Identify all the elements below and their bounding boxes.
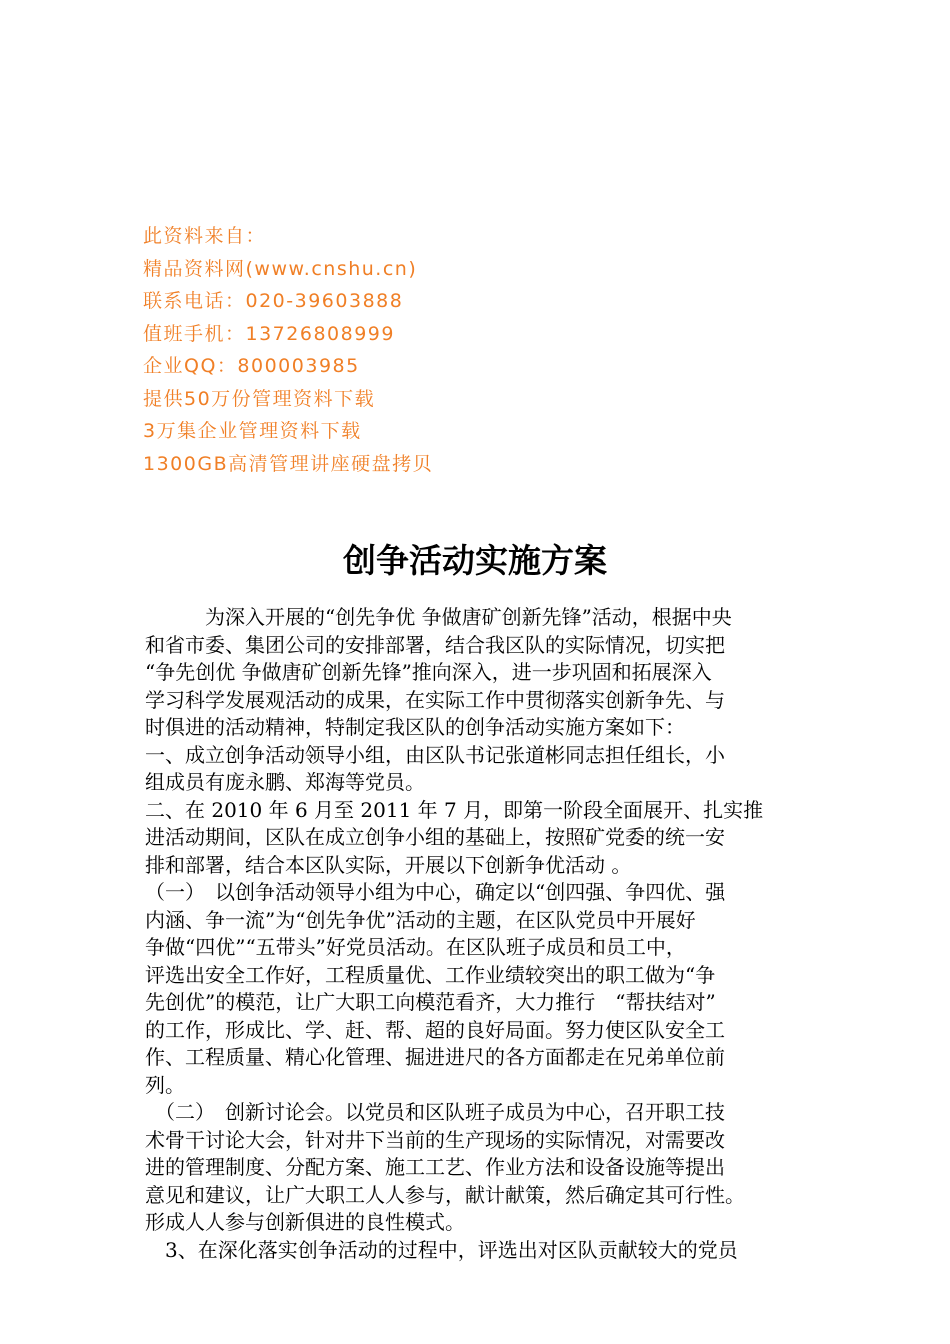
body-line: 的工作，形成比、学、赶、帮、超的良好局面。努力使区队安全工: [145, 1017, 725, 1042]
body-line: 二、在 2010 年 6 月至 2011 年 7 月，即第一阶段全面展开、扎实推: [145, 797, 764, 822]
body-line: 形成人人参与创新俱进的良性模式。: [145, 1210, 465, 1234]
body-line: 一、成立创争活动领导小组，由区队书记张道彬同志担任组长，小: [145, 742, 725, 767]
source-line-origin: 此资料来自：: [143, 225, 267, 247]
body-line: 排和部署，结合本区队实际，开展以下创新争优活动 。: [145, 852, 632, 877]
source-line-offer-2: 3万集企业管理资料下载: [143, 420, 362, 442]
body-line: 为深入开展的“创先争优 争做唐矿创新先锋”活动，根据中央: [145, 605, 732, 629]
body-line: 内涵、争一流”为“创先争优”活动的主题，在区队党员中开展好: [145, 907, 696, 932]
body-line: 时俱进的活动精神，特制定我区队的创争活动实施方案如下：: [145, 715, 685, 739]
body-line: 先创优”的模范，让广大职工向模范看齐，大力推行 “帮扶结对”: [145, 990, 716, 1014]
body-line: “争先创优 争做唐矿创新先锋”推向深入，进一步巩固和拓展深入: [145, 660, 712, 684]
body-line: 学习科学发展观活动的成果，在实际工作中贯彻落实创新争先、与: [145, 687, 725, 712]
document-body: [145, 604, 845, 1264]
body-line: （一） 以创争活动领导小组为中心，确定以“创四强、争四优、强: [145, 880, 726, 904]
body-line: 和省市委、集团公司的安排部署，结合我区队的实际情况，切实把: [145, 632, 725, 657]
body-line: 3、在深化落实创争活动的过程中，评选出对区队贡献较大的党员: [145, 1237, 738, 1262]
source-line-offer-1: 提供50万份管理资料下载: [143, 387, 376, 410]
source-line-mobile: 值班手机：13726808999: [143, 322, 395, 345]
source-line-phone: 联系电话：020-39603888: [143, 290, 404, 312]
source-line-offer-3: 1300GB高清管理讲座硬盘拷贝: [143, 452, 434, 475]
body-line: 作、工程质量、精心化管理、掘进进尺的各方面都走在兄弟单位前: [145, 1045, 725, 1069]
document-title: 创争活动实施方案: [343, 541, 607, 580]
body-line: 列。: [145, 1072, 185, 1097]
source-line-website: 精品资料网(www.cnshu.cn): [143, 257, 418, 280]
body-line: 术骨干讨论大会，针对井下当前的生产现场的实际情况，对需要改: [145, 1127, 725, 1152]
body-line: 进的管理制度、分配方案、施工工艺、作业方法和设备设施等提出: [145, 1155, 725, 1179]
body-line: （二） 创新讨论会。以党员和区队班子成员为中心，召开职工技: [145, 1100, 725, 1124]
body-line: 评选出安全工作好，工程质量优、工作业绩较突出的职工做为“争: [145, 962, 716, 987]
body-line: 意见和建议，让广大职工人人参与，献计献策，然后确定其可行性。: [145, 1182, 745, 1207]
body-line: 组成员有庞永鹏、郑海等党员。: [145, 770, 425, 794]
body-line: 进活动期间，区队在成立创争小组的基础上，按照矿党委的统一安: [145, 825, 725, 849]
source-line-qq: 企业QQ：800003985: [143, 355, 360, 377]
source-info-block: [143, 220, 643, 480]
body-line: 争做“四优”“五带头”好党员活动。在区队班子成员和员工中，: [145, 935, 686, 959]
